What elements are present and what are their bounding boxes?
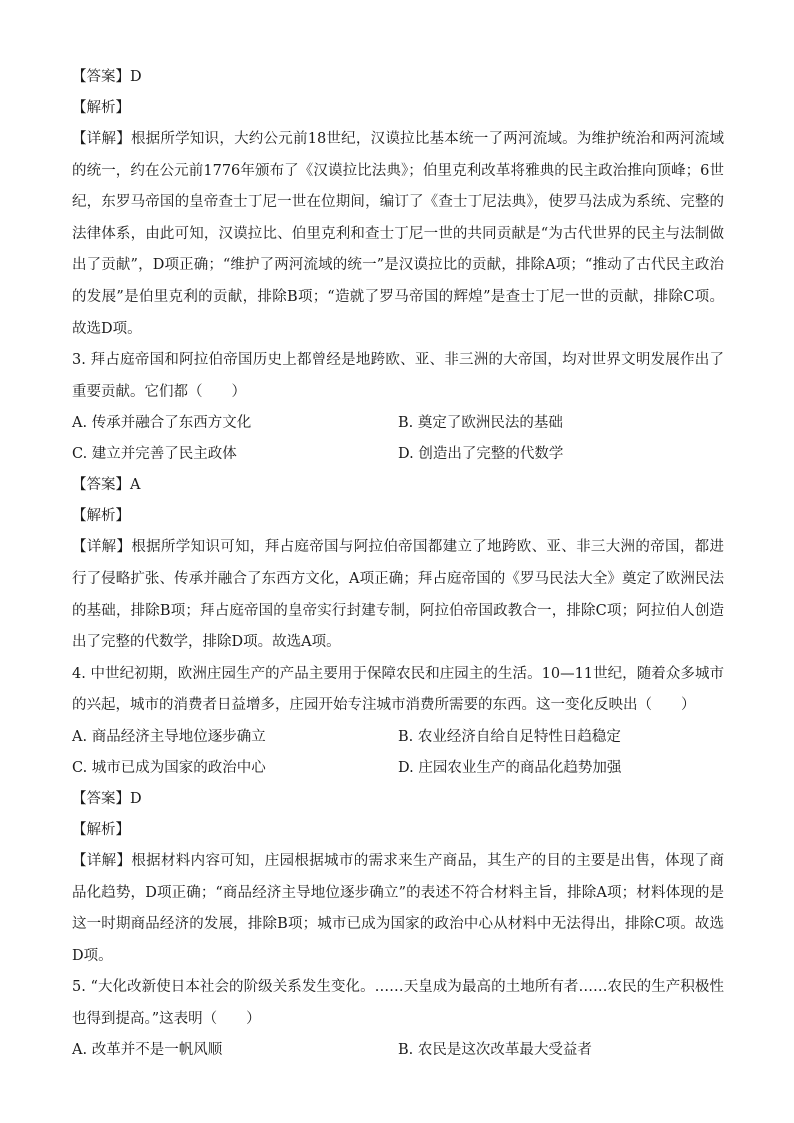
detail-text: 根据材料内容可知，庄园根据城市的需求来生产商品，其生产的目的主要是出售，体现了商品化趋势，D项正确；“商品经济主导地位逐步确立”的表述不符合材料主旨，排除A项；材料体现的是这一时期商品经济的发展，排除B项；城市已成为国家的政治中心从材料中无法得出，排除C项。故选D项。 bbox=[72, 852, 725, 964]
option-a: A. 商品经济主导地位逐步确立 bbox=[72, 728, 266, 745]
answer-label: 【答案】 bbox=[72, 790, 130, 807]
answer-label: 【答案】 bbox=[72, 69, 130, 85]
options-row bbox=[72, 439, 724, 470]
option-b: B. 农民是这次改革最大受益者 bbox=[398, 1042, 592, 1059]
answer-line bbox=[72, 784, 724, 815]
detail-paragraph bbox=[72, 124, 724, 345]
question-4: 4. 中世纪初期，欧洲庄园生产的产品主要用于保障农民和庄园主的生活。10—11世纪，随着众多城市的兴起，城市的消费者日益增多，庄园开始专注城市消费所需要的东西。这一变化反映出（ ） bbox=[72, 665, 724, 714]
detail-label: 【详解】 bbox=[72, 539, 132, 556]
options-row bbox=[72, 753, 724, 784]
detail-paragraph bbox=[72, 846, 724, 972]
answer-line bbox=[72, 62, 724, 93]
answer-value: D bbox=[130, 69, 142, 85]
detail-label: 【详解】 bbox=[72, 131, 131, 147]
option-c: C. 建立并完善了民主政体 bbox=[72, 446, 237, 463]
detail-text: 根据所学知识可知，拜占庭帝国与阿拉伯帝国都建立了地跨欧、亚、非三大洲的帝国，都进行了侵略扩张、传承并融合了东西方文化，A项正确；拜占庭帝国的《罗马民法大全》奠定了欧洲民法的基础，排除B项；拜占庭帝国的皇帝实行封建专制，阿拉伯帝国政教合一，排除C项；阿拉伯人创造出了完整的代数学，排除D项。故选A项。 bbox=[72, 539, 725, 651]
option-d: D. 创造出了完整的代数学 bbox=[398, 446, 564, 463]
analysis-heading: 【解析】 bbox=[72, 508, 130, 525]
option-d: D. 庄园农业生产的商品化趋势加强 bbox=[398, 759, 622, 776]
detail-text: 根据所学知识，大约公元前18世纪，汉谟拉比基本统一了两河流域。为维护统治和两河流域的统一，约在公元前1776年颁布了《汉谟拉比法典》；伯里克利改革将雅典的民主政治推向顶峰；6世纪，东罗马帝国的皇帝查士丁尼一世在位期间，编订了《查士丁尼法典》，使罗马法成为系统、完整的法律体系，由此可知，汉谟拉比、伯里克利和查士丁尼一世的共同贡献是“为古代世界的民主与法制做出了贡献”，D项正确；“维护了两河流域的统一”是汉谟拉比的贡献，排除A项；“推动了古代民主政治的发展”是伯里克利的贡献，排除B项；“造就了罗马帝国的辉煌”是查士丁尼一世的贡献，排除C项。故选D项。 bbox=[72, 131, 724, 337]
answer-value: D bbox=[130, 790, 142, 807]
question-3: 3. 拜占庭帝国和阿拉伯帝国历史上都曾经是地跨欧、亚、非三洲的大帝国，均对世界文明发展作出了重要贡献。它们都（ ） bbox=[72, 352, 724, 400]
option-c: C. 城市已成为国家的政治中心 bbox=[72, 759, 266, 776]
answer-label: 【答案】 bbox=[72, 477, 130, 494]
detail-paragraph bbox=[72, 532, 724, 658]
analysis-heading: 【解析】 bbox=[72, 821, 130, 838]
option-a: A. 改革并不是一帆风顺 bbox=[72, 1042, 223, 1059]
option-a: A. 传承并融合了东西方文化 bbox=[72, 415, 252, 432]
document-page bbox=[72, 62, 724, 1066]
options-row bbox=[72, 722, 724, 753]
options-row bbox=[72, 1035, 724, 1066]
option-b: B. 奠定了欧洲民法的基础 bbox=[398, 415, 563, 432]
options-row bbox=[72, 408, 724, 439]
answer-value: A bbox=[130, 477, 141, 494]
analysis-heading: 【解析】 bbox=[72, 100, 130, 116]
answer-line bbox=[72, 470, 724, 501]
question-5: 5. “大化改新使日本社会的阶级关系发生变化。……天皇成为最高的土地所有者……农民的生产积极性也得到提高。”这表明（ ） bbox=[72, 979, 724, 1027]
option-b: B. 农业经济自给自足特性日趋稳定 bbox=[398, 728, 621, 745]
detail-label: 【详解】 bbox=[72, 852, 132, 869]
